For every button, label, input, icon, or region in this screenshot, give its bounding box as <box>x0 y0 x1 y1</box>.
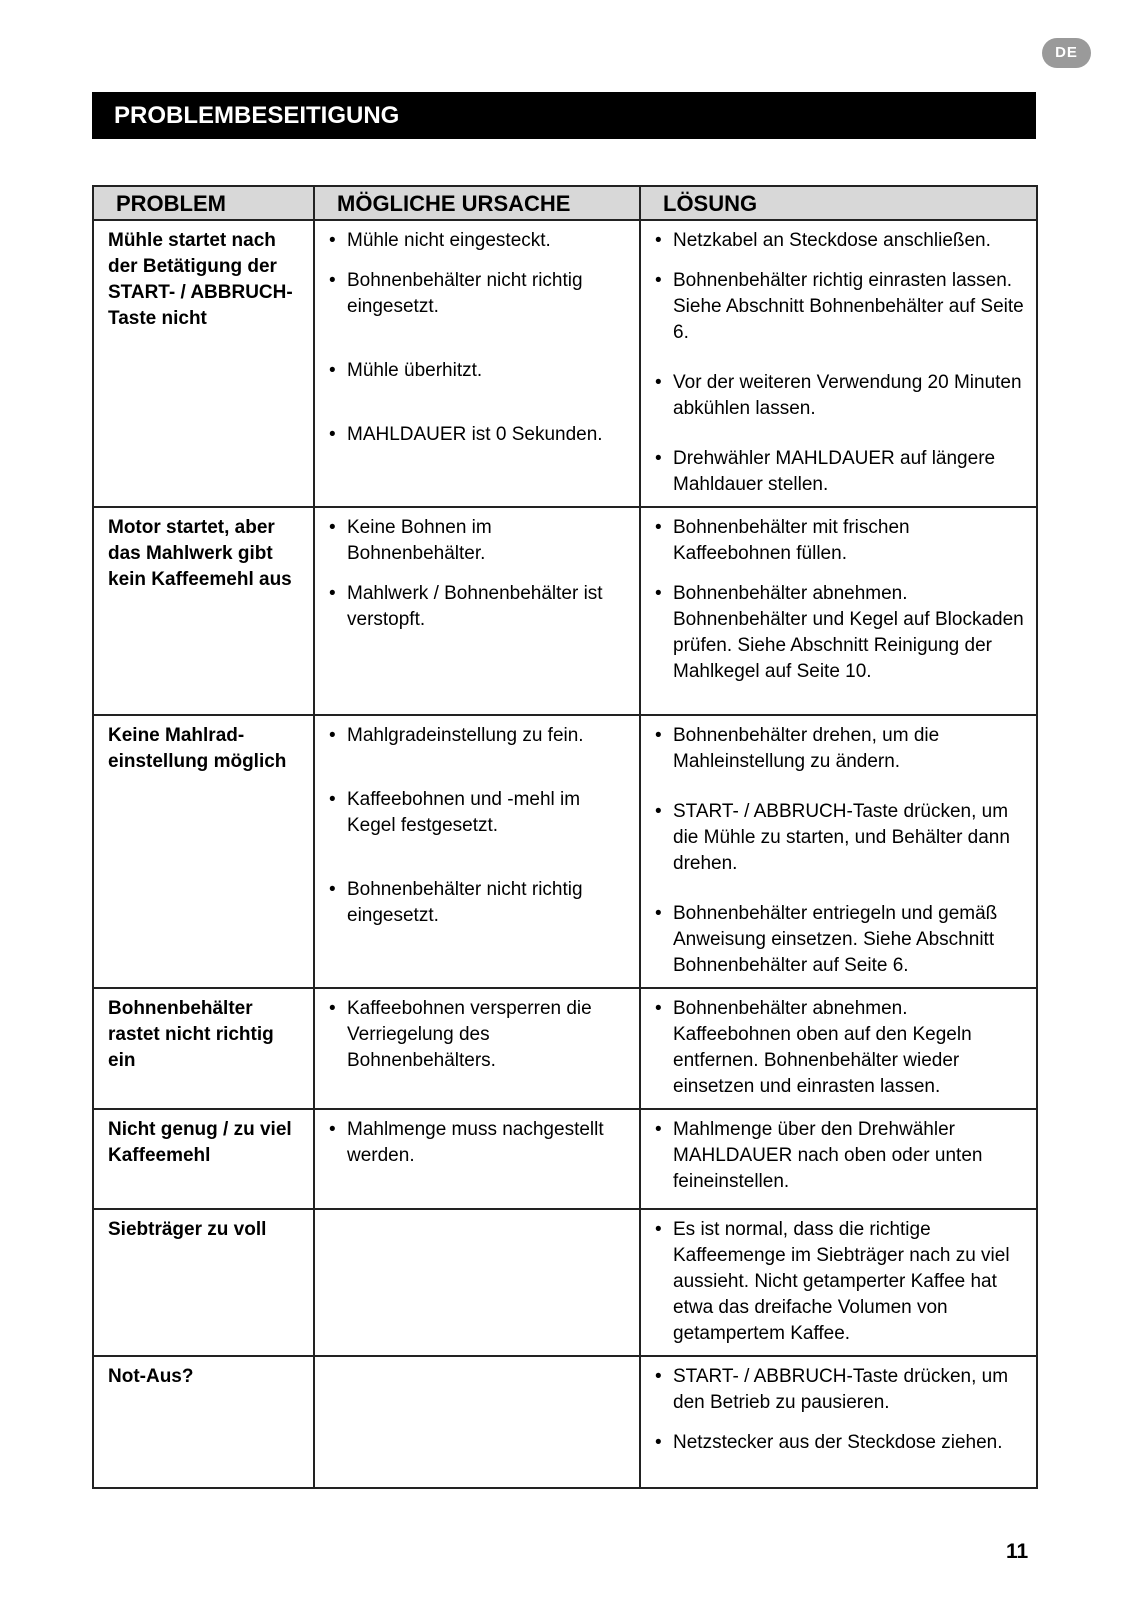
solution-cell <box>640 715 1037 988</box>
solution-text: Bohnenbehälter entriegeln und gemäß Anweisung einsetzen. Siehe Abschnitt Bohnenbehälter auf Seite 6. <box>673 903 998 976</box>
page-number: 11 <box>1006 1540 1029 1563</box>
cause-cell <box>314 715 640 988</box>
bullet-icon: • <box>655 903 662 924</box>
section-title: PROBLEMBESEITIGUNG <box>92 92 1036 139</box>
solution-item <box>655 268 1028 346</box>
cause-cell <box>314 507 640 715</box>
bullet-icon: • <box>329 998 336 1019</box>
solution-item <box>655 1364 1028 1416</box>
solution-text: Bohnenbehälter abnehmen. Kaffeebohnen oben auf den Kegeln entfernen. Bohnenbehälter wieder einsetzen und einrasten lassen. <box>673 998 972 1097</box>
bullet-icon: • <box>655 270 662 291</box>
cause-item <box>329 877 631 929</box>
solution-cell <box>640 1109 1037 1209</box>
cause-item <box>329 358 631 384</box>
bullet-icon: • <box>329 270 336 291</box>
solution-text: Bohnenbehälter drehen, um die Mahleinstellung zu ändern. <box>673 725 940 772</box>
solution-cell <box>640 1209 1037 1356</box>
solution-text: Es ist normal, dass die richtige Kaffeemenge im Siebträger nach zu viel aussieht. Nicht getamperter Kaffee hat etwa das dreifache Volumen von getampertem Kaffee. <box>673 1219 1010 1344</box>
bullet-icon: • <box>655 448 662 469</box>
cause-cell <box>314 220 640 507</box>
bullet-icon: • <box>655 230 662 251</box>
header-problem: PROBLEM <box>93 186 314 220</box>
table-row <box>93 1356 1037 1488</box>
solution-text: START- / ABBRUCH-Taste drücken, um die Mühle zu starten, und Behälter dann drehen. <box>673 801 1010 874</box>
cause-text: Bohnenbehälter nicht richtig eingesetzt. <box>347 270 583 317</box>
cause-text: Kaffeebohnen und -mehl im Kegel festgesetzt. <box>347 789 581 836</box>
cause-item <box>329 996 631 1074</box>
problem-cell: Motor startet, aber das Mahlwerk gibt kein Kaffeemehl aus <box>93 507 314 715</box>
bullet-icon: • <box>329 230 336 251</box>
solution-item <box>655 799 1028 877</box>
bullet-icon: • <box>329 583 336 604</box>
bullet-icon: • <box>655 517 662 538</box>
cause-text: Bohnenbehälter nicht richtig eingesetzt. <box>347 879 583 926</box>
solution-text: Mahlmenge über den Drehwähler MAHLDAUER nach oben oder unten feineinstellen. <box>673 1119 983 1192</box>
bullet-icon: • <box>655 372 662 393</box>
bullet-icon: • <box>655 583 662 604</box>
solution-text: Netzstecker aus der Steckdose ziehen. <box>673 1432 1003 1453</box>
problem-cell: Nicht genug / zu viel Kaffeemehl <box>93 1109 314 1209</box>
bullet-icon: • <box>329 1119 336 1140</box>
cause-cell <box>314 1209 640 1356</box>
problem-cell: Not-Aus? <box>93 1356 314 1488</box>
cause-item <box>329 268 631 320</box>
solution-text: Vor der weiteren Verwendung 20 Minuten abkühlen lassen. <box>673 372 1022 419</box>
header-solution: LÖSUNG <box>640 186 1037 220</box>
table-row <box>93 1209 1037 1356</box>
solution-item <box>655 581 1028 685</box>
table-row <box>93 220 1037 507</box>
table-row <box>93 507 1037 715</box>
solution-text: Bohnenbehälter mit frischen Kaffeebohnen füllen. <box>673 517 910 564</box>
bullet-icon: • <box>655 801 662 822</box>
solution-item <box>655 446 1028 498</box>
bullet-icon: • <box>655 1119 662 1140</box>
cause-cell <box>314 1109 640 1209</box>
cause-text: Keine Bohnen im Bohnenbehälter. <box>347 517 492 564</box>
solution-item <box>655 370 1028 422</box>
solution-item <box>655 723 1028 775</box>
troubleshooting-table <box>92 185 1038 1489</box>
solution-cell <box>640 507 1037 715</box>
cause-text: Mahlwerk / Bohnenbehälter ist verstopft. <box>347 583 603 630</box>
language-badge: DE <box>1042 38 1091 68</box>
solution-item <box>655 228 1028 254</box>
solution-cell <box>640 988 1037 1109</box>
cause-item <box>329 422 631 448</box>
solution-text: START- / ABBRUCH-Taste drücken, um den Betrieb zu pausieren. <box>673 1366 1009 1413</box>
table-row <box>93 715 1037 988</box>
cause-text: Mühle überhitzt. <box>347 360 483 381</box>
bullet-icon: • <box>329 360 336 381</box>
cause-cell <box>314 1356 640 1488</box>
bullet-icon: • <box>655 725 662 746</box>
cause-text: MAHLDAUER ist 0 Sekunden. <box>347 424 603 445</box>
solution-text: Bohnenbehälter richtig einrasten lassen. Siehe Abschnitt Bohnenbehälter auf Seite 6. <box>673 270 1024 343</box>
bullet-icon: • <box>655 1432 662 1453</box>
solution-item <box>655 1217 1028 1347</box>
cause-cell <box>314 988 640 1109</box>
cause-item <box>329 1117 631 1169</box>
solution-text: Drehwähler MAHLDAUER auf längere Mahldauer stellen. <box>673 448 996 495</box>
bullet-icon: • <box>329 725 336 746</box>
bullet-icon: • <box>655 1219 662 1240</box>
cause-text: Kaffeebohnen versperren die Verriegelung des Bohnenbehälters. <box>347 998 592 1071</box>
solution-item <box>655 996 1028 1100</box>
problem-cell: Keine Mahlrad-einstellung möglich <box>93 715 314 988</box>
solution-text: Bohnenbehälter abnehmen. Bohnenbehälter und Kegel auf Blockaden prüfen. Siehe Abschnitt Reinigung der Mahlkegel auf Seite 10. <box>673 583 1024 682</box>
solution-item <box>655 515 1028 567</box>
solution-cell <box>640 1356 1037 1488</box>
solution-cell <box>640 220 1037 507</box>
table-row <box>93 988 1037 1109</box>
bullet-icon: • <box>329 879 336 900</box>
bullet-icon: • <box>655 1366 662 1387</box>
cause-text: Mühle nicht eingesteckt. <box>347 230 551 251</box>
problem-cell: Mühle startet nach der Betätigung der START- / ABBRUCH-Taste nicht <box>93 220 314 507</box>
cause-item <box>329 723 631 749</box>
bullet-icon: • <box>329 424 336 445</box>
header-cause: MÖGLICHE URSACHE <box>314 186 640 220</box>
cause-text: Mahlmenge muss nachgestellt werden. <box>347 1119 604 1166</box>
bullet-icon: • <box>329 789 336 810</box>
solution-item <box>655 901 1028 979</box>
solution-item <box>655 1117 1028 1195</box>
cause-item <box>329 787 631 839</box>
problem-cell: Siebträger zu voll <box>93 1209 314 1356</box>
table-row <box>93 1109 1037 1209</box>
problem-cell: Bohnenbehälter rastet nicht richtig ein <box>93 988 314 1109</box>
table-header-row <box>93 186 1037 220</box>
cause-text: Mahlgradeinstellung zu fein. <box>347 725 584 746</box>
cause-item <box>329 515 631 567</box>
solution-text: Netzkabel an Steckdose anschließen. <box>673 230 991 251</box>
bullet-icon: • <box>329 517 336 538</box>
bullet-icon: • <box>655 998 662 1019</box>
solution-item <box>655 1430 1028 1456</box>
cause-item <box>329 581 631 633</box>
cause-item <box>329 228 631 254</box>
